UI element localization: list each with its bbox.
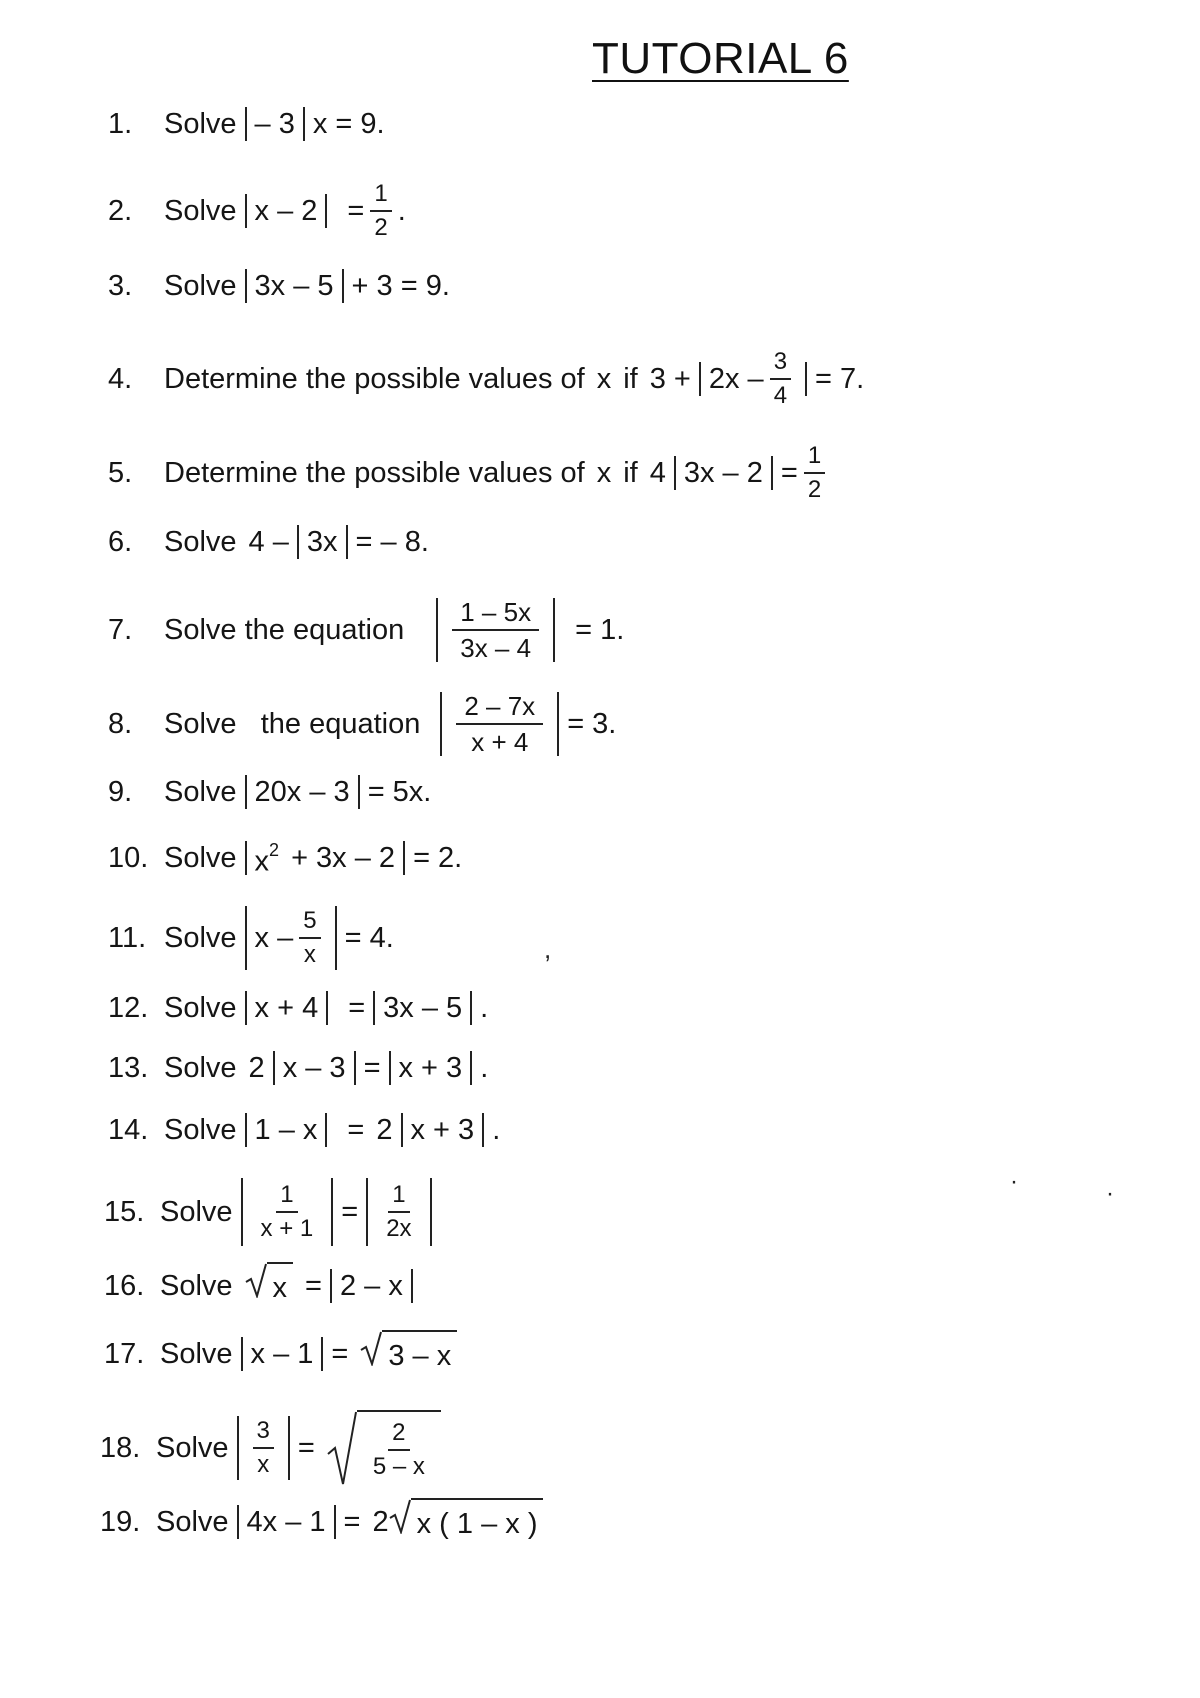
radicand: x bbox=[267, 1262, 294, 1310]
question-6 bbox=[108, 520, 429, 564]
abs-bar-right bbox=[411, 1269, 413, 1303]
question-12 bbox=[108, 986, 488, 1030]
abs-bar-left bbox=[245, 269, 247, 303]
abs-bar-right bbox=[325, 194, 327, 228]
numerator: 3 bbox=[770, 350, 791, 380]
denominator: x bbox=[303, 941, 316, 968]
equals-sign: = bbox=[343, 1506, 361, 1538]
equals-sign: = bbox=[331, 1338, 349, 1370]
question-1 bbox=[108, 102, 385, 146]
question-body bbox=[164, 1046, 488, 1090]
expression-prefix: 4 – bbox=[248, 526, 289, 558]
abs-content: 2x – bbox=[708, 363, 764, 395]
abs-content-right: 3x – 5 bbox=[383, 992, 463, 1024]
denominator: 2 bbox=[807, 476, 822, 503]
abs-bar-right bbox=[805, 362, 807, 396]
expression-rest: = 4. bbox=[344, 922, 394, 954]
denominator: 3x – 4 bbox=[460, 633, 532, 663]
verb: Solve the equation bbox=[164, 614, 405, 646]
abs-content-rest: + 3x – 2 bbox=[291, 841, 396, 874]
verb: Solve bbox=[164, 108, 237, 140]
fraction bbox=[770, 350, 791, 408]
question-body bbox=[164, 264, 450, 308]
numerator: 1 bbox=[276, 1183, 297, 1213]
abs-bar-right bbox=[482, 1113, 484, 1147]
square-root bbox=[360, 1330, 457, 1378]
question-11 bbox=[108, 906, 394, 970]
abs-bar-right bbox=[288, 1416, 290, 1480]
question-9 bbox=[108, 770, 431, 814]
numerator: 5 bbox=[299, 909, 320, 939]
abs-bar-left bbox=[237, 1416, 239, 1480]
equals-sign: = bbox=[363, 1052, 381, 1084]
abs-bar-right bbox=[358, 775, 360, 809]
abs-bar-right bbox=[430, 1178, 432, 1246]
question-4 bbox=[108, 350, 864, 408]
question-8 bbox=[108, 692, 616, 756]
equals-sign: = bbox=[305, 1270, 322, 1302]
abs-content: x – 1 bbox=[250, 1338, 314, 1370]
expression-rest: = 2. bbox=[413, 841, 463, 874]
denominator: x + 4 bbox=[471, 727, 529, 757]
abs-bar-left bbox=[241, 1337, 243, 1371]
expression-rest: = 3. bbox=[567, 708, 617, 740]
question-number: 16. bbox=[104, 1270, 145, 1302]
verb: Solve bbox=[164, 1052, 237, 1084]
question-number: 11. bbox=[108, 922, 147, 954]
radical-icon bbox=[327, 1410, 357, 1486]
numerator: 1 bbox=[370, 182, 391, 212]
radical-icon bbox=[245, 1262, 267, 1310]
question-16 bbox=[104, 1262, 421, 1310]
denominator: 4 bbox=[773, 382, 788, 409]
question-body bbox=[164, 520, 429, 564]
question-number: 13. bbox=[108, 1052, 149, 1084]
fraction bbox=[456, 693, 543, 755]
radicand: x ( 1 – x ) bbox=[411, 1498, 544, 1546]
numerator: 1 bbox=[388, 1183, 409, 1213]
denominator: 2 bbox=[374, 214, 388, 241]
question-number: 8. bbox=[108, 708, 133, 740]
fraction bbox=[253, 1419, 274, 1477]
verb: Solve bbox=[160, 1338, 233, 1370]
equals-sign: = bbox=[297, 1432, 315, 1464]
abs-bar-right bbox=[326, 991, 328, 1025]
verb: Solve bbox=[164, 526, 237, 558]
abs-bar-left bbox=[245, 1113, 247, 1147]
question-number: 12. bbox=[108, 992, 149, 1024]
question-number: 1. bbox=[108, 108, 133, 140]
question-number: 7. bbox=[108, 614, 133, 646]
verb: Solve bbox=[164, 922, 237, 954]
base-x: x bbox=[254, 845, 270, 878]
abs-bar-right bbox=[354, 1051, 356, 1085]
expression-rest: + 3 = 9. bbox=[351, 270, 450, 302]
verb: Solve bbox=[164, 270, 237, 302]
abs-content: 2 – x bbox=[339, 1270, 403, 1302]
question-body bbox=[164, 102, 385, 146]
abs-bar-left bbox=[245, 841, 247, 875]
abs-bar-right bbox=[325, 1113, 327, 1147]
abs-content: 3x – 2 bbox=[683, 457, 763, 489]
square-root bbox=[327, 1410, 441, 1486]
exponent: 2 bbox=[269, 840, 280, 860]
abs-bar-left bbox=[436, 598, 438, 662]
radical-icon bbox=[389, 1498, 411, 1546]
fraction bbox=[299, 909, 320, 967]
question-17 bbox=[104, 1330, 457, 1378]
abs-bar-right bbox=[342, 269, 344, 303]
abs-bar-right bbox=[321, 1337, 323, 1371]
question-text: Determine the possible values of bbox=[164, 363, 585, 395]
abs-bar-left bbox=[389, 1051, 391, 1085]
question-body bbox=[164, 1108, 500, 1152]
denominator: 2x bbox=[386, 1215, 412, 1242]
question-body bbox=[164, 598, 624, 662]
abs-bar-left bbox=[241, 1178, 243, 1246]
abs-bar-right bbox=[303, 107, 305, 141]
stray-dot: · bbox=[1010, 1168, 1018, 1195]
period: . bbox=[492, 1114, 501, 1146]
abs-bar-right bbox=[331, 1178, 333, 1246]
numerator: 1 bbox=[804, 444, 825, 474]
abs-bar-left bbox=[401, 1113, 403, 1147]
verb: Solve bbox=[164, 992, 237, 1024]
abs-bar-right bbox=[403, 841, 405, 875]
abs-content: 3x – 5 bbox=[254, 270, 334, 302]
radical-icon bbox=[360, 1330, 382, 1378]
abs-bar-left bbox=[273, 1051, 275, 1085]
abs-bar-right bbox=[470, 991, 472, 1025]
abs-content: x – 2 bbox=[254, 195, 318, 227]
expression-rest: = 1. bbox=[575, 614, 625, 646]
abs-content-left: x + 4 bbox=[254, 992, 319, 1024]
abs-bar-right bbox=[553, 598, 555, 662]
abs-bar-left bbox=[366, 1178, 368, 1246]
question-body bbox=[164, 182, 406, 240]
denominator: x bbox=[257, 1451, 270, 1478]
abs-bar-left bbox=[245, 194, 247, 228]
abs-bar-left bbox=[245, 775, 247, 809]
period: . bbox=[397, 195, 406, 227]
question-body bbox=[164, 692, 616, 756]
abs-content: 3x bbox=[306, 526, 338, 558]
question-number: 10. bbox=[108, 841, 149, 874]
abs-bar-left bbox=[674, 456, 676, 490]
verb: Solve bbox=[156, 1506, 229, 1538]
period: . bbox=[480, 992, 489, 1024]
question-15 bbox=[104, 1178, 440, 1246]
abs-bar-left bbox=[245, 107, 247, 141]
abs-bar-left bbox=[245, 906, 247, 970]
numerator: 2 – 7x bbox=[456, 693, 543, 725]
expression-rest: = – 8. bbox=[355, 526, 429, 558]
question-body bbox=[164, 906, 394, 970]
fraction bbox=[452, 599, 539, 661]
expression-rest: = 5x. bbox=[367, 776, 432, 808]
question-body bbox=[164, 350, 864, 408]
verb: Solve bbox=[160, 1196, 233, 1228]
expression-prefix: 4 bbox=[649, 457, 666, 489]
question-number: 17. bbox=[104, 1338, 145, 1370]
abs-bar-left bbox=[245, 991, 247, 1025]
abs-bar-left bbox=[237, 1505, 239, 1539]
question-number: 3. bbox=[108, 270, 133, 302]
question-number: 19. bbox=[100, 1506, 141, 1538]
abs-content: 20x – 3 bbox=[254, 776, 350, 808]
question-number: 5. bbox=[108, 457, 133, 489]
square-root bbox=[389, 1498, 544, 1546]
question-7 bbox=[108, 598, 624, 662]
question-body bbox=[156, 1410, 441, 1486]
question-10 bbox=[108, 832, 462, 884]
coefficient: 2 bbox=[248, 1052, 265, 1084]
page-title: TUTORIAL 6 bbox=[592, 34, 849, 83]
abs-content: 4x – 1 bbox=[246, 1506, 326, 1538]
denominator: 5 – x bbox=[372, 1453, 425, 1480]
question-number: 9. bbox=[108, 776, 133, 808]
abs-bar-left bbox=[297, 525, 299, 559]
question-body bbox=[164, 444, 831, 502]
fraction-left bbox=[257, 1183, 318, 1241]
fraction-right bbox=[382, 1183, 415, 1241]
stray-mark: , bbox=[544, 934, 552, 964]
fraction bbox=[370, 182, 391, 240]
expression-rest: = 7. bbox=[815, 363, 865, 395]
equals-sign: = bbox=[347, 195, 365, 227]
abs-content-left: 1 – x bbox=[254, 1114, 318, 1146]
variable-x: x bbox=[596, 363, 612, 395]
question-body bbox=[160, 1262, 421, 1310]
question-18 bbox=[100, 1410, 441, 1486]
radicand-fraction bbox=[369, 1421, 429, 1479]
abs-bar-left bbox=[440, 692, 442, 756]
question-number: 18. bbox=[100, 1432, 141, 1464]
abs-bar-left bbox=[373, 991, 375, 1025]
period: . bbox=[480, 1052, 489, 1084]
denominator: x + 1 bbox=[260, 1215, 314, 1242]
verb: Solve bbox=[164, 841, 237, 874]
question-3 bbox=[108, 264, 450, 308]
verb: Solve bbox=[164, 195, 237, 227]
verb: Solve bbox=[164, 776, 237, 808]
abs-bar-left bbox=[699, 362, 701, 396]
question-number: 15. bbox=[104, 1196, 145, 1228]
question-body bbox=[164, 770, 431, 814]
square-root bbox=[245, 1262, 294, 1310]
question-body bbox=[156, 1498, 543, 1546]
abs-bar-right bbox=[470, 1051, 472, 1085]
question-number: 4. bbox=[108, 363, 133, 395]
expression-rest: x = 9. bbox=[312, 108, 385, 140]
expression-prefix: 3 + bbox=[649, 363, 691, 395]
question-number: 6. bbox=[108, 526, 133, 558]
abs-content: x – bbox=[254, 922, 294, 954]
equals-sign: = bbox=[780, 457, 798, 489]
abs-content: – 3 bbox=[254, 108, 295, 140]
abs-content bbox=[255, 832, 280, 884]
question-body bbox=[160, 1330, 457, 1378]
abs-bar-left bbox=[330, 1269, 332, 1303]
abs-bar-right bbox=[771, 456, 773, 490]
if-word: if bbox=[623, 363, 638, 395]
abs-bar-right bbox=[335, 906, 337, 970]
question-body bbox=[164, 986, 488, 1030]
question-number: 2. bbox=[108, 195, 133, 227]
equals-sign: = bbox=[341, 1196, 359, 1228]
question-2 bbox=[108, 182, 406, 240]
stray-dot: · bbox=[1106, 1180, 1114, 1207]
question-text: Determine the possible values of bbox=[164, 457, 585, 489]
verb: Solve bbox=[156, 1432, 229, 1464]
radicand: 3 – x bbox=[382, 1330, 457, 1378]
numerator: 2 bbox=[388, 1421, 409, 1451]
question-body bbox=[164, 832, 462, 884]
if-word: if bbox=[623, 457, 638, 489]
abs-content-left: x – 3 bbox=[282, 1052, 346, 1084]
abs-content-right: x + 3 bbox=[410, 1114, 475, 1146]
question-number: 14. bbox=[108, 1114, 149, 1146]
abs-content-right: x + 3 bbox=[398, 1052, 463, 1084]
question-14 bbox=[108, 1108, 500, 1152]
numerator: 1 – 5x bbox=[452, 599, 539, 631]
abs-bar-right bbox=[334, 1505, 336, 1539]
question-13 bbox=[108, 1046, 488, 1090]
coefficient: 2 bbox=[372, 1506, 389, 1538]
variable-x: x bbox=[596, 457, 612, 489]
question-5 bbox=[108, 444, 831, 502]
equals-sign: = bbox=[348, 992, 366, 1024]
verb: Solve the equation bbox=[164, 708, 421, 740]
abs-bar-right bbox=[557, 692, 559, 756]
question-19 bbox=[100, 1498, 543, 1546]
coefficient: 2 bbox=[376, 1114, 393, 1146]
equals-sign: = bbox=[347, 1114, 365, 1146]
numerator: 3 bbox=[253, 1419, 274, 1449]
fraction bbox=[804, 444, 825, 502]
question-body bbox=[160, 1178, 440, 1246]
abs-bar-right bbox=[346, 525, 348, 559]
verb: Solve bbox=[164, 1114, 237, 1146]
verb: Solve bbox=[160, 1270, 233, 1302]
radicand bbox=[357, 1410, 441, 1486]
